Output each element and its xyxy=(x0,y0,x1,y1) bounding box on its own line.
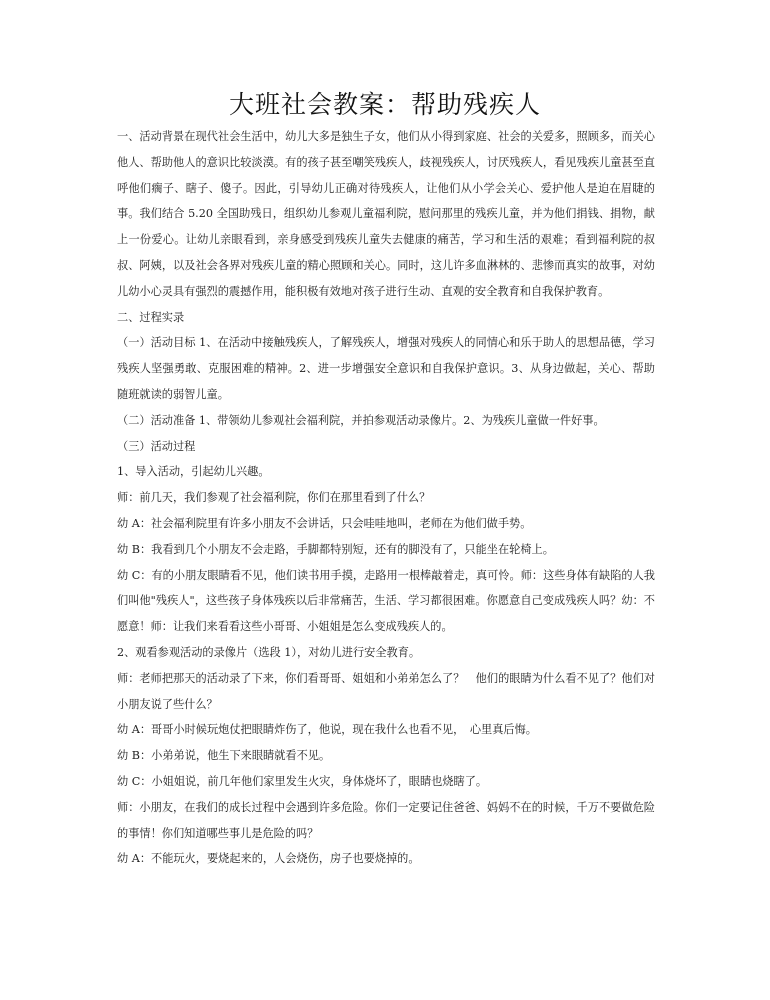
dialogue-line: 师：前几天，我们参观了社会福利院，你们在那里看到了什么？ xyxy=(117,491,431,505)
paragraph-background: 一、活动背景在现代社会生活中，幼儿大多是独生子女，他们从小得到家庭、社会的关爱多，照顾多，而关心他人、帮助他人的意识比较淡漠。有的孩子甚至嘲笑残疾人，歧视残疾人，讨厌残疾人，看见残疾儿童甚至直呼他们瘸子、瞎子、傻子。因此，引导幼儿正确对待残疾人，让他们从小学会关心、爱护他人是迫在眉睫的事。我们结合 5.20 全国助残日，组织幼儿参观儿童福利院，慰问那里的残疾儿童，并为他们捐钱、捐物，献上一份爱心。让幼儿亲眼看到，亲身感受到残疾儿童失去健康的痛苦，学习和生活的艰难；看到福利院的叔叔、阿姨，以及社会各界对残疾儿童的精心照顾和关心。同时，这儿许多血淋林的、悲惨而真实的故事，对幼儿幼小心灵具有强烈的震撼作用，能积极有效地对孩子进行生动、直观的安全教育和自我保护教育。 xyxy=(117,130,655,298)
paragraph-activity-goals: （一）活动目标 1、在活动中接触残疾人，了解残疾人，增强对残疾人的同情心和乐于助人的思想品德，学习残疾人坚强勇敢、克服困难的精神。2、进一步增强安全意识和自我保护意识。3、从身边做起，关心、帮助随班就读的弱智儿童。 xyxy=(117,336,655,401)
document-title: 大班社会教案：帮助残疾人 xyxy=(228,90,541,119)
dialogue-line: 幼 A：哥哥小时候玩炮仗把眼睛炸伤了，他说，现在我什么也看不见， 心里真后悔。 xyxy=(117,723,537,737)
dialogue-line: 幼 C：有的小朋友眼睛看不见，他们读书用手摸，走路用一根棒敲着走，真可怜。师：这些身体有缺陷的人我们叫他"残疾人"，这些孩子身体残疾以后非常痛苦，生活、学习都很困难。你愿意自己变成残疾人吗？幼：不愿意！师：让我们来看看这些小哥哥、小姐姐是怎么变成残疾人的。 xyxy=(117,568,655,634)
subheading-activity-process: （三）活动过程 xyxy=(117,439,196,453)
step-heading-2: 2、观看参观活动的录像片（选段 1），对幼儿进行安全教育。 xyxy=(117,645,421,659)
step-heading-1: 1、导入活动，引起幼儿兴趣。 xyxy=(117,465,270,479)
dialogue-line: 幼 B：我看到几个小朋友不会走路，手脚都特别短，还有的脚没有了，只能坐在轮椅上。 xyxy=(117,542,554,556)
paragraph-activity-preparation: （二）活动准备 1、带领幼儿参观社会福利院，并拍参观活动录像片。2、为残疾儿童做一件好事。 xyxy=(117,413,605,427)
dialogue-line: 师：老师把那天的活动录了下来，你们看哥哥、姐姐和小弟弟怎么了？ 他们的眼睛为什么看不见了？他们对小朋友说了些什么？ xyxy=(117,671,655,711)
section-heading-process: 二、过程实录 xyxy=(117,310,185,324)
dialogue-line: 幼 C：小姐姐说，前几年他们家里发生火灾，身体烧坏了，眼睛也烧瞎了。 xyxy=(117,774,488,788)
document-body xyxy=(117,124,655,872)
dialogue-line: 幼 A：不能玩火，要烧起来的，人会烧伤，房子也要烧掉的。 xyxy=(117,852,420,866)
dialogue-line: 师：小朋友，在我们的成长过程中会遇到许多危险。你们一定要记住爸爸、妈妈不在的时候，千万不要做危险的事情！你们知道哪些事儿是危险的吗？ xyxy=(117,800,655,840)
dialogue-line: 幼 A：社会福利院里有许多小朋友不会讲话，只会哇哇地叫，老师在为他们做手势。 xyxy=(117,516,532,530)
dialogue-line: 幼 B：小弟弟说，他生下来眼睛就看不见。 xyxy=(117,749,331,763)
